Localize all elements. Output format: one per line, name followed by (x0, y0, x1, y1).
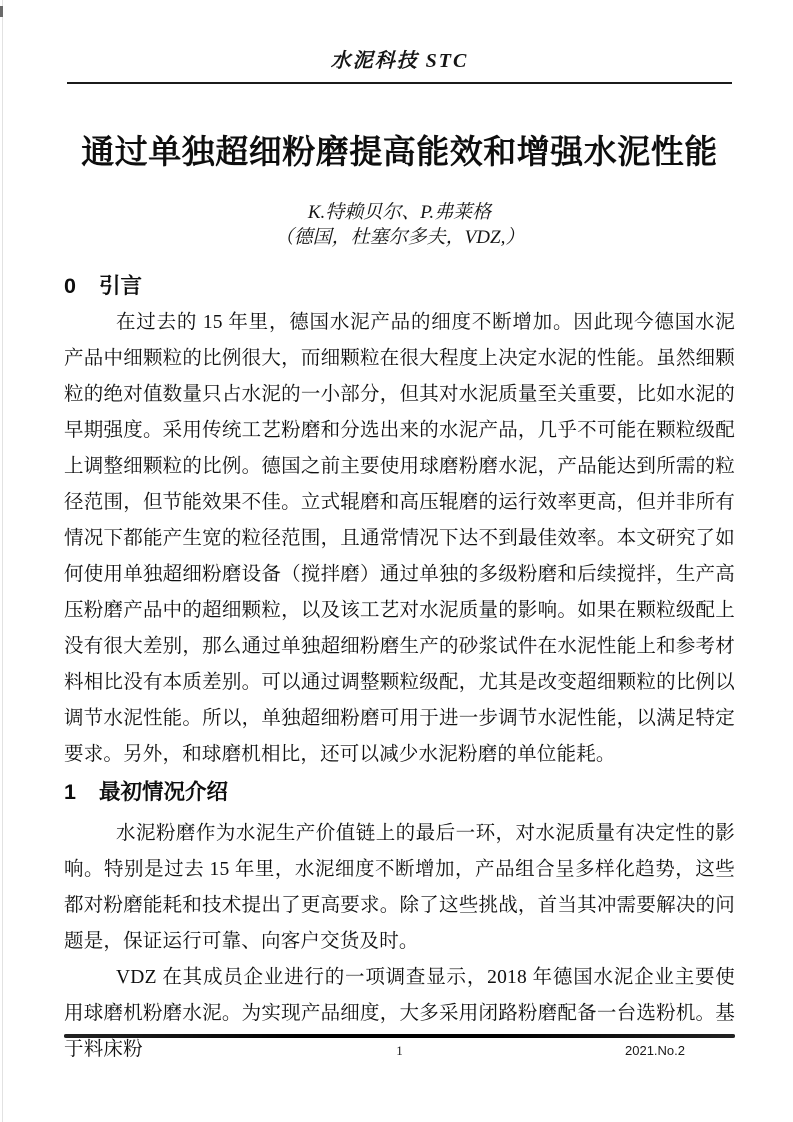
section-0-number: 0 (64, 274, 76, 298)
journal-header: 水泥科技 STC (330, 50, 469, 72)
section-1-heading (64, 781, 735, 804)
page-footer (64, 1034, 735, 1061)
affiliation-line: （德国，杜塞尔多夫，VDZ,） (274, 227, 525, 248)
section-1-number: 1 (64, 780, 76, 804)
header-rule (67, 82, 732, 84)
scan-edge-artifact (2, 0, 3, 1122)
section-0-heading (64, 275, 735, 298)
authors-line: K.特赖贝尔、P.弗莱格 (307, 202, 492, 223)
footer-row (64, 1043, 735, 1061)
page-number: 1 (396, 1043, 403, 1058)
section-0-paragraph-1: 在过去的 15 年里，德国水泥产品的细度不断增加。因此现今德国水泥产品中细颗粒的比例很大，而细颗粒在很大程度上决定水泥的性能。虽然细颗粒的绝对值数量只占水泥的一小部分，但其对水泥质量至关重要，比如水泥的早期强度。采用传统工艺粉磨和分选出来的水泥产品，几乎不可能在颗粒级配上调整细颗粒的比例。德国之前主要使用球磨粉磨水泥，产品能达到所需的粒径范围，但节能效果不佳。立式辊磨和高压辊磨的运行效率更高，但并非所有情况下都能产生宽的粒径范围，且通常情况下达不到最佳效率。本文研究了如何使用单独超细粉磨设备（搅拌磨）通过单独的多级粉磨和后续搅拌，生产高压粉磨产品中的超细颗粒，以及该工艺对水泥质量的影响。如果在颗粒级配上没有很大差别，那么通过单独超细粉磨生产的砂浆试件在水泥性能上和参考材料相比没有本质差别。可以通过调整颗粒级配，尤其是改变超细颗粒的比例以调节水泥性能。所以，单独超细粉磨可用于进一步调节水泥性能，以满足特定要求。另外，和球磨机相比，还可以减少水泥粉磨的单位能耗。 (64, 312, 735, 765)
section-0-title: 引言 (98, 274, 142, 298)
paper-title: 通过单独超细粉磨提高能效和增强水泥性能 (81, 133, 718, 170)
section-1-paragraph-2: VDZ 在其成员企业进行的一项调查显示，2018 年德国水泥企业主要使用球磨机粉磨水泥。为实现产品细度，大多采用闭路粉磨配备一台选粉机。基于料床粉 (64, 967, 735, 1060)
issue-label: 2021.No.2 (625, 1043, 685, 1058)
section-1-paragraph-1: 水泥粉磨作为水泥生产价值链上的最后一环，对水泥质量有决定性的影响。特别是过去 15 年里，水泥细度不断增加，产品组合呈多样化趋势，这些都对粉磨能耗和技术提出了更高要求。除了这些挑战，首当其冲需要解决的问题是，保证运行可靠、向客户交货及时。 (64, 823, 735, 952)
section-1-title: 最初情况介绍 (98, 780, 228, 804)
footer-rule (64, 1034, 735, 1038)
scan-corner-mark (0, 6, 3, 17)
